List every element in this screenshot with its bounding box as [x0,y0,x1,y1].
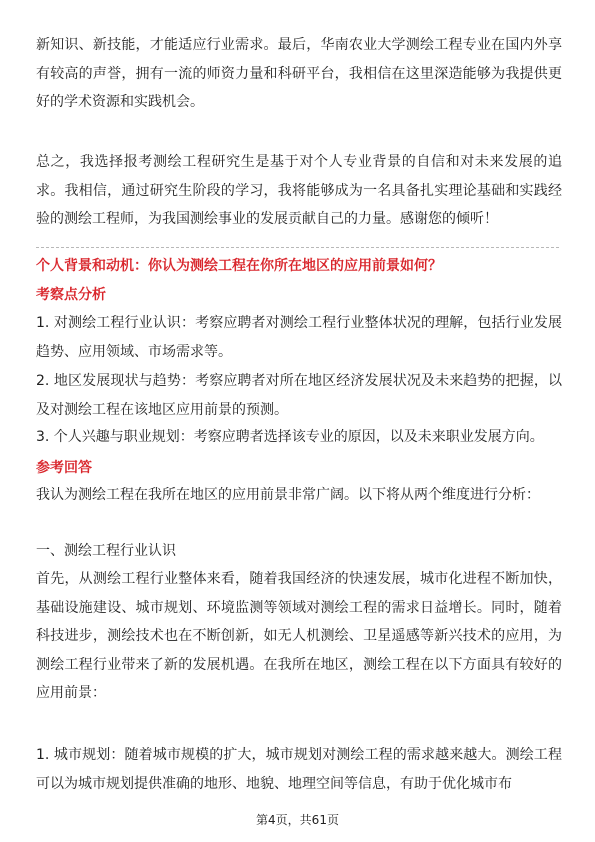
analysis-point-2: 2. 地区发展现状与趋势：考察应聘者对所在地区经济发展状况及未来趋势的把握，以及对测绘工程在该地区应用前景的预测。 [36,373,562,418]
question-title: 个人背景和动机：你认为测绘工程在你所在地区的应用前景如何？ [36,258,442,274]
page-number: 第4页，共61页 [256,813,339,827]
answer-heading: 参考回答 [36,460,92,476]
analysis-point-3: 3. 个人兴趣与职业规划：考察应聘者选择该专业的原因，以及未来职业发展方向。 [36,429,544,445]
intro-paragraph-1: 新知识、新技能，才能适应行业需求。最后，华南农业大学测绘工程专业在国内外享有较高的声誉，拥有一流的师资力量和科研平台，我相信在这里深造能够为我提供更好的学术资源和实践机会。 [36,37,562,110]
analysis-point-1: 1. 对测绘工程行业认识：考察应聘者对测绘工程行业整体状况的理解，包括行业发展趋势、应用领域、市场需求等。 [36,315,562,360]
section-divider [36,247,559,248]
intro-paragraph-2: 总之，我选择报考测绘工程研究生是基于对个人专业背景的自信和对未来发展的追求。我相信，通过研究生阶段的学习，我将能够成为一名具备扎实理论基础和实践经验的测绘工程师，为我国测绘事业的发展贡献自己的力量。感谢您的倾听！ [36,154,562,227]
analysis-heading: 考察点分析 [36,287,106,303]
section-1-body: 首先，从测绘工程行业整体来看，随着我国经济的快速发展，城市化进程不断加快，基础设施建设、城市规划、环境监测等领域对测绘工程的需求日益增长。同时，随着科技进步，测绘技术也在不断创新，如无人机测绘、卫星遥感等新兴技术的应用，为测绘工程行业带来了新的发展机遇。在我所在地区，测绘工程在以下方面具有较好的应用前景： [36,571,562,701]
item-1-urban-planning: 1. 城市规划：随着城市规模的扩大，城市规划对测绘工程的需求越来越大。测绘工程可以为城市规划提供准确的地形、地貌、地理空间等信息，有助于优化城市布 [36,747,562,792]
answer-intro: 我认为测绘工程在我所在地区的应用前景非常广阔。以下将从两个维度进行分析： [36,487,540,503]
section-1-title: 一、测绘工程行业认识 [36,543,176,559]
